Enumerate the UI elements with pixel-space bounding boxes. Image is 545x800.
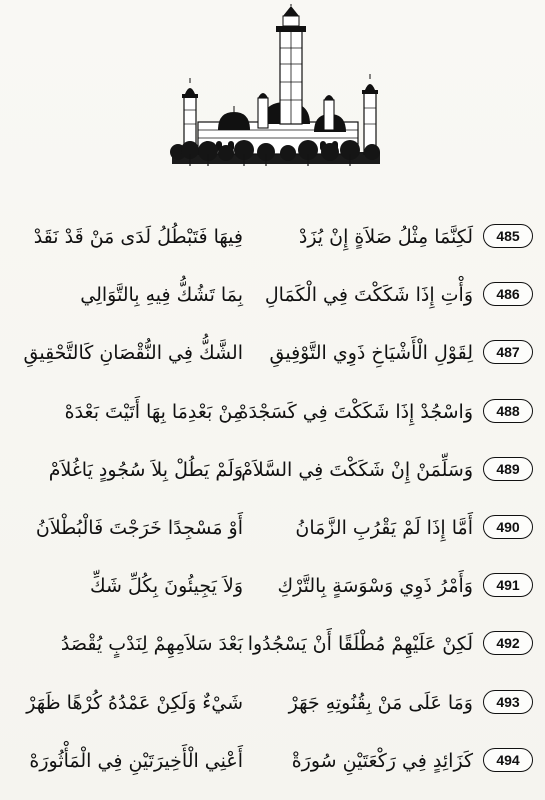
verse-number-badge: 488 xyxy=(483,399,533,423)
first-hemistich: كَزَائِدٍ فِي رَكْعَتَيْنِ سُورَةْ xyxy=(291,749,473,772)
first-hemistich: وَسَلِّمَنْ إِنْ شَكَكْتَ فِي السَّلاَمْ xyxy=(241,458,473,481)
second-hemistich: وَلاَ يَجِيئُونَ بِكُلِّ شَكِّ xyxy=(89,575,243,598)
first-hemistich: وَمَا عَلَى مَنْ بِقُنُوتِهِ جَهَرْ xyxy=(288,691,473,714)
second-hemistich: أَوْ مَسْجِدًا خَرَجْتَ فَالْبُطْلاَنُ xyxy=(35,516,243,539)
verse-number-badge: 491 xyxy=(483,573,533,597)
verse-number-badge: 490 xyxy=(483,515,533,539)
verse-row xyxy=(0,682,545,740)
second-hemistich: أَعْنِي الْأَخِيرَتَيْنِ فِي الْمَأْثُورَهْ xyxy=(29,749,243,772)
first-hemistich: وَأْتِ إِذَا شَكَكْتَ فِي الْكَمَالِ xyxy=(264,284,473,307)
verse-row xyxy=(0,449,545,507)
verse-list xyxy=(0,216,545,798)
second-hemistich: الشَّكُّ فِي النُّقْصَانِ كَالتَّحْقِيقِ xyxy=(23,342,243,365)
verse-number-badge: 492 xyxy=(483,631,533,655)
verse-row xyxy=(0,623,545,681)
second-hemistich: مِنْ بَعْدِمَا بِهَا أَتَيْتَ بَعْدَهْ xyxy=(64,400,243,423)
verse-number-badge: 485 xyxy=(483,224,533,248)
second-hemistich: شَيْءٌ وَلَكِنْ عَمْدُهُ كُرْهًا ظَهَرْ xyxy=(26,691,243,714)
first-hemistich: أَمَّا إِذَا لَمْ يَقْرُبِ الزَّمَانُ xyxy=(295,516,473,539)
verse-number-badge: 489 xyxy=(483,457,533,481)
first-hemistich: وَاسْجُدْ إِذَا شَكَكْتَ فِي كَسَجْدَهْ xyxy=(238,400,473,423)
mosque-illustration xyxy=(168,4,384,172)
verse-number-badge: 486 xyxy=(483,282,533,306)
verse-row xyxy=(0,274,545,332)
verse-row xyxy=(0,332,545,390)
first-hemistich: لَكِنَّمَا مِثْلُ صَلاَةٍ إِنْ يُزَدْ xyxy=(298,226,473,248)
second-hemistich: وَلَمْ يَطُلْ بِلاَ سُجُودٍ يَاغُلاَمْ xyxy=(48,458,243,481)
verse-row xyxy=(0,507,545,565)
second-hemistich: بِمَا تَشُكُّ فِيهِ بِالتَّوَالِي xyxy=(80,284,243,307)
first-hemistich: لَكِنْ عَلَيْهِمْ مُطْلَقًا أَنْ يَسْجُدُوا xyxy=(247,633,473,656)
second-hemistich: بَعْدَ سَلاَمِهِمْ لِنَدْبٍ يُقْصَدُ xyxy=(60,633,243,656)
verse-row xyxy=(0,391,545,449)
verse-row xyxy=(0,565,545,623)
verse-row xyxy=(0,740,545,798)
verse-number-badge: 487 xyxy=(483,340,533,364)
verse-number-badge: 493 xyxy=(483,690,533,714)
first-hemistich: وَأَمْرُ ذَوِي وَسْوَسَةٍ بِالتَّرْكِ xyxy=(277,575,473,598)
verse-number-badge: 494 xyxy=(483,748,533,772)
verse-row xyxy=(0,216,545,274)
first-hemistich: لِقَوْلِ الْأَشْيَاخِ ذَوِي التَّوْفِيقِ xyxy=(269,342,473,365)
second-hemistich: فِيهَا فَتَبْطُلُ لَدَى مَنْ قَدْ نَقَدْ xyxy=(33,226,243,248)
